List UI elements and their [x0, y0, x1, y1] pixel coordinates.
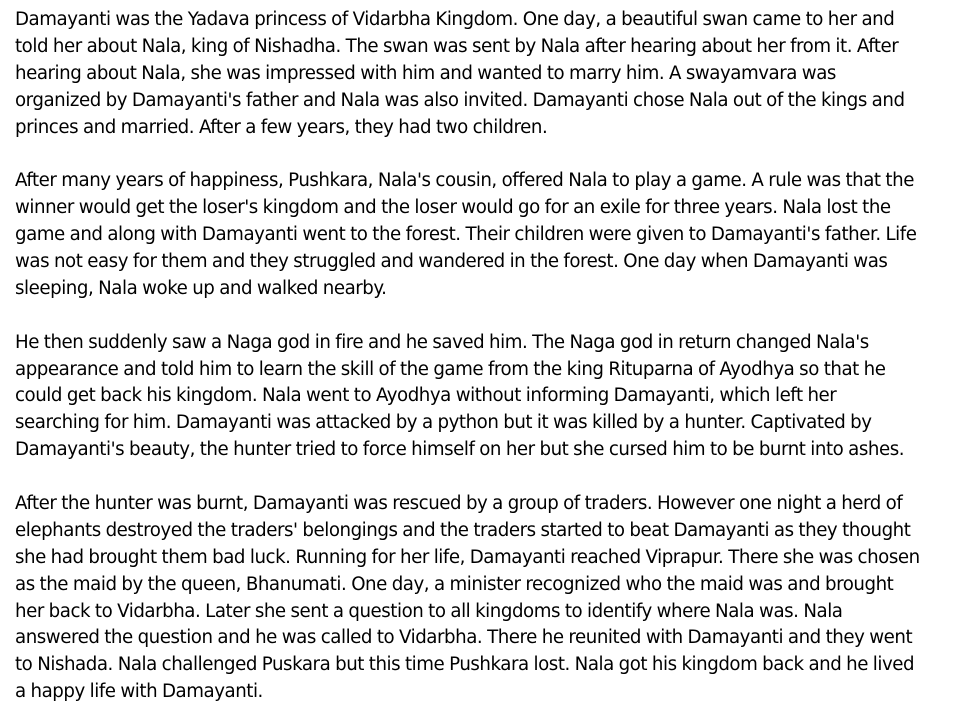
- text-line: was not easy for them and they struggled and wandered in the forest. One day when Damayanti was: [15, 251, 888, 273]
- text-line: told her about Nala, king of Nishadha. The swan was sent by Nala after hearing about her from it. After: [15, 35, 899, 57]
- text-line: to Nishada. Nala challenged Puskara but this time Pushkara lost. Nala got his kingdom back and he lived: [15, 654, 915, 676]
- text-line: as the maid by the queen, Bhanumati. One day, a minister recognized who the maid was and brought: [15, 573, 894, 595]
- story-document: [15, 7, 961, 706]
- text-line: After many years of happiness, Pushkara, Nala's cousin, offered Nala to play a game. A rule was that the: [15, 170, 914, 192]
- text-line: hearing about Nala, she was impressed with him and wanted to marry him. A swayamvara was: [15, 62, 836, 84]
- text-line: Damayanti's beauty, the hunter tried to force himself on her but she cursed him to be burnt into ashes.: [15, 439, 905, 461]
- text-line: elephants destroyed the traders' belongings and the traders started to beat Damayanti as they thought: [15, 519, 911, 541]
- text-line: answered the question and he was called to Vidarbha. There he reunited with Damayanti and they went: [15, 627, 913, 649]
- text-line: a happy life with Damayanti.: [15, 681, 263, 703]
- text-line: He then suddenly saw a Naga god in fire and he saved him. The Naga god in return changed Nala's: [15, 331, 869, 353]
- text-line: she had brought them bad luck. Running for her life, Damayanti reached Viprapur. There she was chosen: [15, 546, 920, 568]
- text-line: princes and married. After a few years, they had two children.: [15, 116, 548, 138]
- paragraph-3: [15, 330, 961, 464]
- paragraph-4: [15, 491, 961, 706]
- text-line: organized by Damayanti's father and Nala was also invited. Damayanti chose Nala out of the kings and: [15, 89, 905, 111]
- text-line: her back to Vidarbha. Later she sent a question to all kingdoms to identify where Nala was. Nala: [15, 600, 843, 622]
- text-line: game and along with Damayanti went to the forest. Their children were given to Damayanti's father. Life: [15, 224, 917, 246]
- text-line: appearance and told him to learn the skill of the game from the king Rituparna of Ayodhya so that he: [15, 358, 886, 380]
- text-line: searching for him. Damayanti was attacked by a python but it was killed by a hunter. Captivated by: [15, 412, 872, 434]
- text-line: could get back his kingdom. Nala went to Ayodhya without informing Damayanti, which left her: [15, 385, 837, 407]
- text-line: sleeping, Nala woke up and walked nearby.: [15, 277, 387, 299]
- paragraph-2: [15, 168, 961, 302]
- text-line: Damayanti was the Yadava princess of Vidarbha Kingdom. One day, a beautiful swan came to her and: [15, 9, 895, 30]
- text-line: winner would get the loser's kingdom and the loser would go for an exile for three years. Nala lost the: [15, 197, 891, 219]
- paragraph-1: [15, 7, 961, 141]
- text-line: After the hunter was burnt, Damayanti was rescued by a group of traders. However one night a herd of: [15, 493, 903, 515]
